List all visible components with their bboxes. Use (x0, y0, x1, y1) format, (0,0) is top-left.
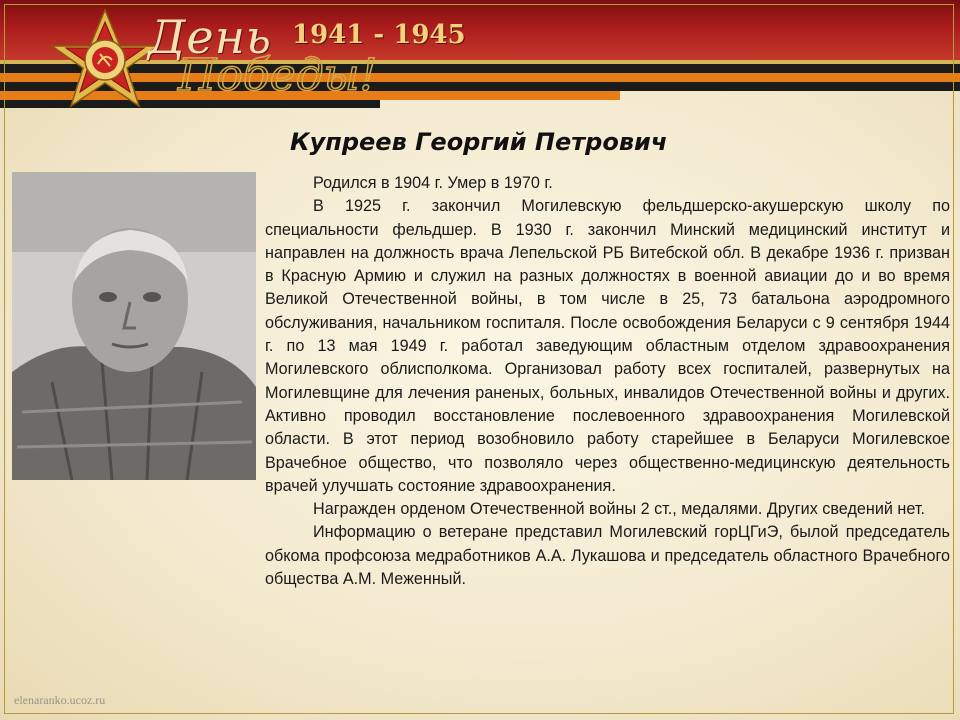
page-title: Купреев Георгий Петрович (290, 128, 668, 156)
portrait-photo-icon (12, 172, 256, 480)
biography-paragraph: В 1925 г. закончил Могилевскую фельдшерско-акушерскую школу по специальности фельдшер. В 1930 г. закончил Минский медицинский институт и направлен на должность врача Лепельской РБ Витебской обл. В декабре 1936 г. призван в Красную Армию и служил на разных должностях в военной авиации до и во время Великой Отечественной войны, в том числе в 25, 73 батальона аэродромного обслуживания, начальником госпиталя. После освобождения Беларуси с 9 сентября 1944 г. по 13 мая 1949 г. работал заведующим областным отделом здравоохранения Могилевского облисполкома. Организовал работу всех госпиталей, развернутых на Могилевщине для лечения раненых, больных, инвалидов Отечественной войны и других. Активно проводил восстановление послевоенного здравоохранения Могилевской области. В этот период возобновило работу старейшее в Беларуси Могилевское Врачебное общество, что позволяло через общественно-медицинскую деятельность врачей улучшать состояние здравоохранения. (265, 197, 950, 495)
biography-paragraph: Информацию о ветеране представил Могилевский горЦГиЭ, былой председатель обкома профсоюза медработников А.А. Лукашова и председатель областного Врачебного общества А.М. Меженный. (265, 523, 950, 589)
victory-day-banner (0, 0, 960, 110)
veteran-photo (12, 172, 256, 480)
banner-word-victory: Победы! (178, 50, 378, 101)
biography-paragraph: Родился в 1904 г. Умер в 1970 г. (313, 174, 553, 192)
banner-word-day: День (148, 10, 272, 64)
biography-paragraph: Награжден орденом Отечественной войны 2 ст., медалями. Других сведений нет. (313, 500, 925, 519)
banner-years: 1941 - 1945 (292, 20, 466, 50)
site-watermark: elenaranko.ucoz.ru (14, 693, 106, 707)
biography-text (265, 172, 950, 591)
